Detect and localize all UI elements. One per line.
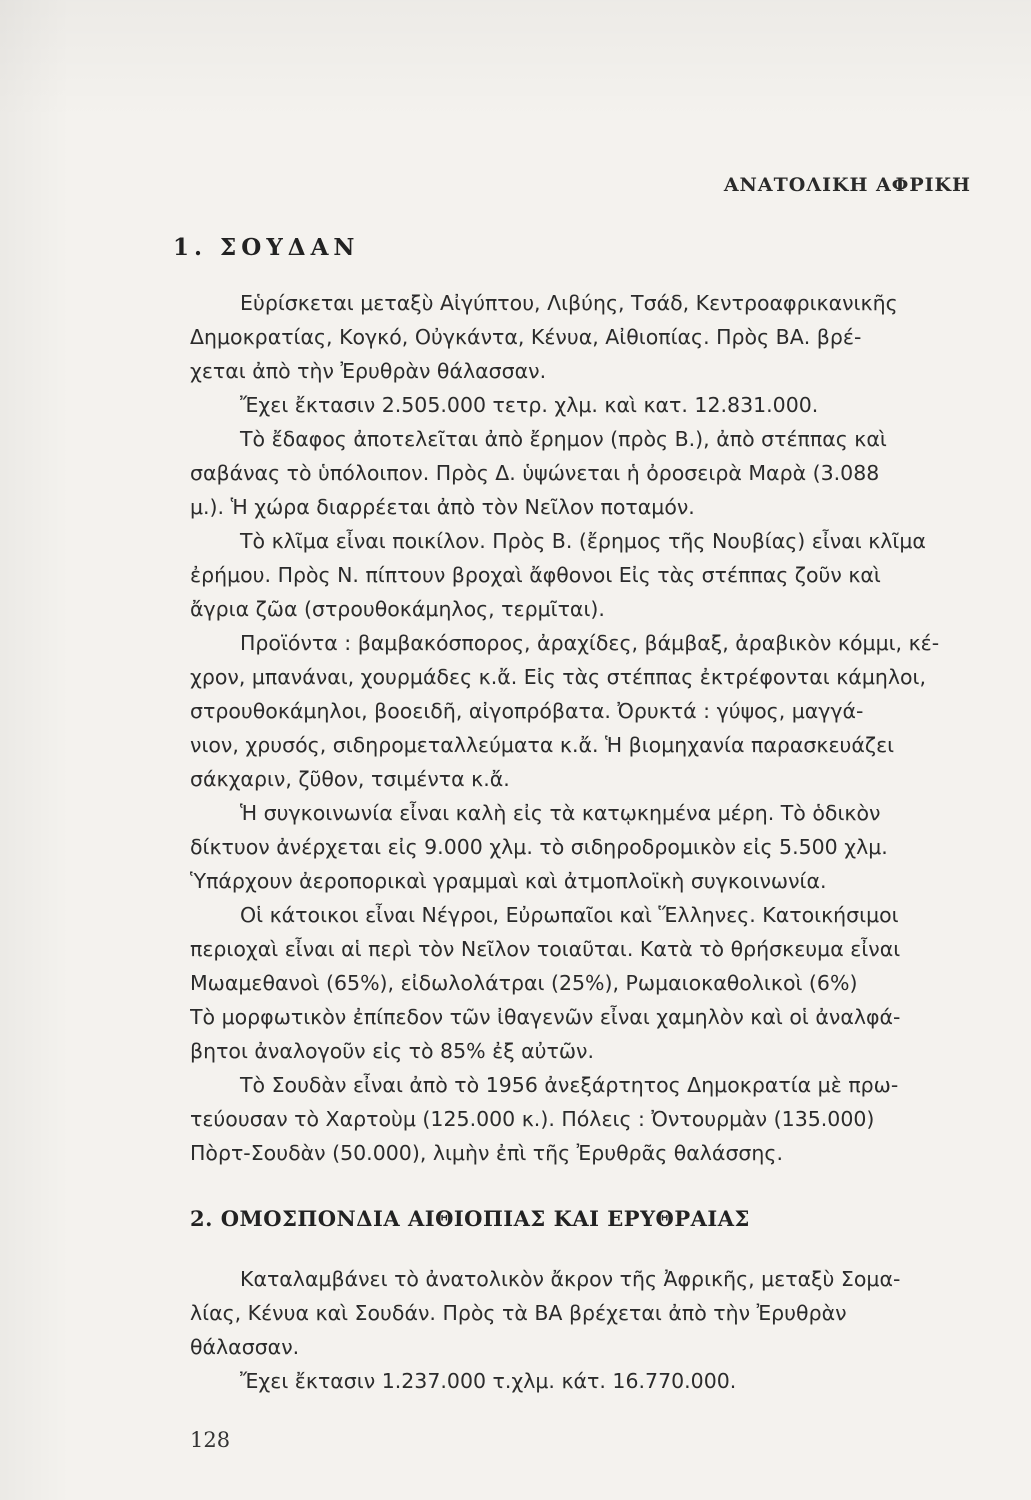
text-line: χεται ἀπὸ τὴν Ἐρυθρὰν θάλασσαν. [190, 359, 547, 383]
text-line: Οἱ κάτοικοι εἶναι Νέγροι, Εὐρωπαῖοι καὶ Ἕλληνες. Κατοικήσιμοι [240, 903, 899, 927]
text-line: Ἡ συγκοινωνία εἶναι καλὴ εἰς τὰ κατῳκημένα μέρη. Τὸ ὁδικὸν [240, 801, 881, 825]
text-line: θάλασσαν. [190, 1335, 300, 1359]
section-title-ethiopia: 2. ΟΜΟΣΠΟΝΔΙΑ ΑΙΘΙΟΠΙΑΣ ΚΑΙ ΕΡΥΘΡΑΙΑΣ [190, 1206, 750, 1231]
section-body-sudan [190, 286, 975, 1170]
text-line: περιοχαὶ εἶναι αἱ περὶ τὸν Νεῖλον τοιαῦται. Κατὰ τὸ θρήσκευμα εἶναι [190, 937, 901, 961]
text-line: λίας, Κένυα καὶ Σουδάν. Πρὸς τὰ ΒΑ βρέχεται ἀπὸ τὴν Ἐρυθρὰν [190, 1301, 847, 1325]
text-line: Τὸ κλῖμα εἶναι ποικίλον. Πρὸς Β. (ἔρημος τῆς Νουβίας) εἶναι κλῖμα [240, 529, 926, 553]
text-line: τεύουσαν τὸ Χαρτοὺμ (125.000 κ.). Πόλεις : Ὀντουρμὰν (135.000) [190, 1107, 875, 1131]
text-line: χρον, μπανάναι, χουρμάδες κ.ἄ. Εἰς τὰς στέππας ἐκτρέφονται κάμηλοι, [190, 665, 926, 689]
text-line: Ἔχει ἔκτασιν 1.237.000 τ.χλμ. κάτ. 16.770.000. [240, 1369, 737, 1393]
text-line: Μωαμεθανοὶ (65%), εἰδωλολάτραι (25%), Ρωμαιοκαθολικοὶ (6%) [190, 971, 858, 995]
text-line: σάκχαριν, ζῦθον, τσιμέντα κ.ἄ. [190, 767, 510, 791]
section-body-ethiopia [190, 1262, 975, 1398]
text-line: νιον, χρυσός, σιδηρομεταλλεύματα κ.ἄ. Ἡ βιομηχανία παρασκευάζει [190, 733, 895, 757]
text-line: μ.). Ἡ χώρα διαρρέεται ἀπὸ τὸν Νεῖλον ποταμόν. [190, 495, 695, 519]
text-line: Δημοκρατίας, Κογκό, Οὐγκάντα, Κένυα, Αἰθιοπίας. Πρὸς ΒΑ. βρέ- [190, 325, 862, 349]
text-line: ἄγρια ζῶα (στρουθοκάμηλος, τερμῖται). [190, 597, 605, 621]
page-number: 128 [190, 1428, 231, 1452]
section-title-sudan: 1. ΣΟΥΔΑΝ [173, 234, 360, 261]
running-head: ΑΝΑΤΟΛΙΚΗ ΑΦΡΙΚΗ [723, 174, 971, 196]
text-line: Ἔχει ἔκτασιν 2.505.000 τετρ. χλμ. καὶ κατ. 12.831.000. [240, 393, 819, 417]
text-line: Καταλαμβάνει τὸ ἀνατολικὸν ἄκρον τῆς Ἀφρικῆς, μεταξὺ Σομα- [240, 1267, 901, 1291]
text-line: στρουθοκάμηλοι, βοοειδῆ, αἰγοπρόβατα. Ὀρυκτά : γύψος, μαγγά- [190, 699, 864, 723]
text-line: σαβάνας τὸ ὑπόλοιπον. Πρὸς Δ. ὑψώνεται ἡ ὀροσειρὰ Μαρὰ (3.088 [190, 461, 880, 485]
text-line: Τὸ Σουδὰν εἶναι ἀπὸ τὸ 1956 ἀνεξάρτητος Δημοκρατία μὲ πρω- [240, 1073, 899, 1097]
text-line: Προϊόντα : βαμβακόσπορος, ἀραχίδες, βάμβαξ, ἀραβικὸν κόμμι, κέ- [240, 631, 940, 655]
text-line: Τὸ ἔδαφος ἀποτελεῖται ἀπὸ ἔρημον (πρὸς Β.), ἀπὸ στέππας καὶ [240, 427, 887, 451]
text-line: Εὑρίσκεται μεταξὺ Αἰγύπτου, Λιβύης, Τσάδ, Κεντροαφρικανικῆς [240, 291, 898, 315]
text-line: ἐρήμου. Πρὸς Ν. πίπτουν βροχαὶ ἄφθονοι Εἰς τὰς στέππας ζοῦν καὶ [190, 563, 881, 587]
text-line: βητοι ἀναλογοῦν εἰς τὸ 85% ἐξ αὐτῶν. [190, 1039, 594, 1063]
text-line: Ὑπάρχουν ἀεροπορικαὶ γραμμαὶ καὶ ἀτμοπλοϊκὴ συγκοινωνία. [190, 869, 827, 893]
text-line: Πὸρτ-Σουδὰν (50.000), λιμὴν ἐπὶ τῆς Ἐρυθρᾶς θαλάσσης. [190, 1141, 783, 1165]
text-line: Τὸ μορφωτικὸν ἐπίπεδον τῶν ἰθαγενῶν εἶναι χαμηλὸν καὶ οἱ ἀναλφά- [190, 1005, 901, 1029]
text-line: δίκτυον ἀνέρχεται εἰς 9.000 χλμ. τὸ σιδηροδρομικὸν εἰς 5.500 χλμ. [190, 835, 888, 859]
